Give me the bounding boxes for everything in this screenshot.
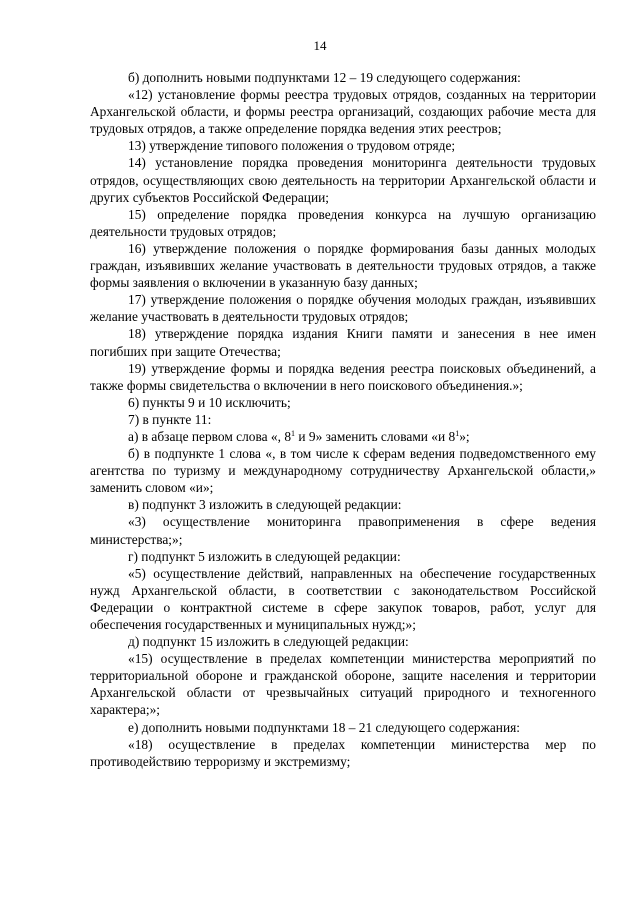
subitem-14: 14) установление порядка проведения мониторинга деятельности трудовых отрядов, осуществляющих свою деятельность на территории Архангельской области и других субъектов Российской Федерации; <box>90 155 596 205</box>
subitem-18-new-text: «18) осуществление в пределах компетенции министерства мер по противодействию терроризму и экстремизму; <box>90 736 596 769</box>
subitem-17: 17) утверждение положения о порядке обучения молодых граждан, изъявивших желание участвовать в деятельности трудовых отрядов; <box>90 292 596 325</box>
subitem-18: 18) утверждение порядка издания Книги памяти и занесения в нее имен погибших при защите Отечества; <box>90 326 596 359</box>
superscript-1-second: 1 <box>455 428 460 438</box>
page-number: 14 <box>313 38 327 53</box>
item-7-e: е) дополнить новыми подпунктами 18 – 21 следующего содержания: <box>128 719 521 735</box>
subitem-16: 16) утверждение положения о порядке формирования базы данных молодых граждан, изъявивших желание участвовать в деятельности трудовых отрядов, а также формы заявления о включении в указанную базу данных; <box>90 240 596 291</box>
item-7-d: д) подпункт 15 изложить в следующей редакции: <box>128 634 409 650</box>
item-6: 6) пункты 9 и 10 исключить; <box>128 394 291 410</box>
item-7-a <box>90 428 596 445</box>
subitem-5-new-text: «5) осуществление действий, направленных на обеспечение государственных нужд Архангельской области, в соответствии с законодательством Российской Федерации о контрактной системе в сфере закупок товаров, работ, услуг для обеспечения государственных и муниципальных нужд;»; <box>90 565 596 632</box>
item-7-a-text-after: »; <box>459 428 470 444</box>
subitem-13: 13) утверждение типового положения о трудовом отряде; <box>128 138 456 154</box>
paragraph-b-add-subitems: б) дополнить новыми подпунктами 12 – 19 следующего содержания: <box>128 70 521 85</box>
item-7-b: б) в подпункте 1 слова «, в том числе к сферам ведения подведомственного ему агентства по туризму и международному сотрудничеству Архангельской области,» заменить словом «и»; <box>90 446 596 496</box>
item-7-g: г) подпункт 5 изложить в следующей редакции: <box>128 548 401 564</box>
document-body <box>90 69 596 770</box>
subitem-19: 19) утверждение формы и порядка ведения реестра поисковых объединений, а также формы свидетельства о включении в него поискового объединения.»; <box>90 360 596 393</box>
item-7: 7) в пункте 11: <box>128 411 212 427</box>
subitem-15: 15) определение порядка проведения конкурса на лучшую организацию деятельности трудовых отрядов; <box>90 206 596 239</box>
item-7-v: в) подпункт 3 изложить в следующей редакции: <box>128 497 402 513</box>
subitem-15-new-text: «15) осуществление в пределах компетенции министерства мероприятий по территориальной обороне и гражданской обороне, защите населения и территории Архангельской области от чрезвычайных ситуаций природного и техногенного характера;»; <box>90 651 596 718</box>
item-7-a-text-before: а) в абзаце первом слова «, 8 <box>128 428 292 444</box>
item-7-a-text-middle: и 9» заменить словами «и 8 <box>295 428 456 444</box>
subitem-12: «12) установление формы реестра трудовых отрядов, созданных на территории Архангельской области, и формы реестра организаций, создающих рабочие места для трудовых отрядов, а также определение порядка ведения этих реестров; <box>90 87 596 137</box>
superscript-1: 1 <box>291 428 296 438</box>
subitem-3-new-text: «3) осуществление мониторинга правоприменения в сфере ведения министерства;»; <box>90 514 596 547</box>
